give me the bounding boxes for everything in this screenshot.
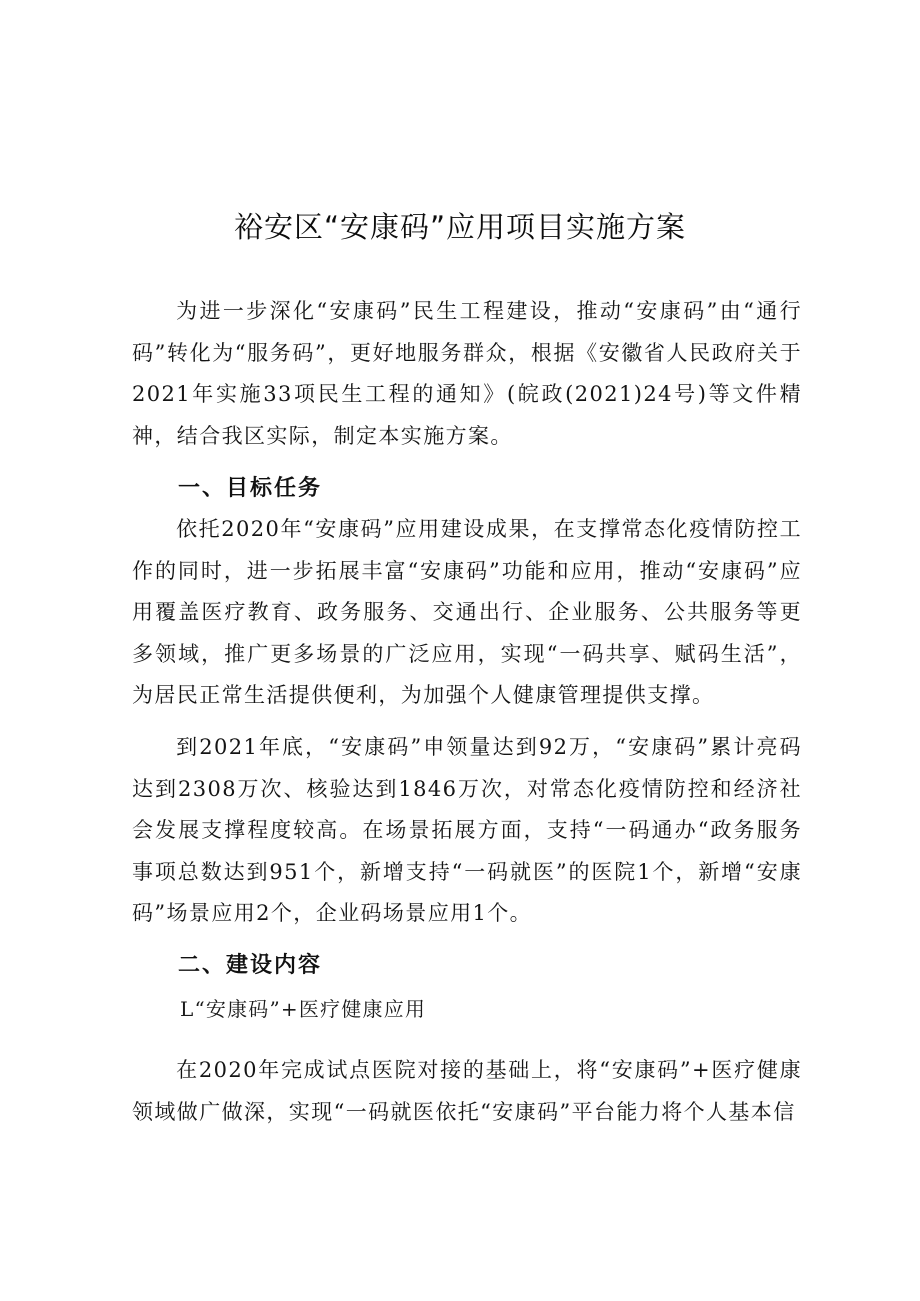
subsection-heading-medical: L“安康码”+医疗健康应用 (180, 997, 427, 1021)
content-paragraph-1: 在2020年完成试点医院对接的基础上，将“安康码”+医疗健康领域做广做深，实现“一码就医依托“安康码”平台能力将个人基本信 (132, 1058, 802, 1124)
document-title: 裕安区“安康码”应用项目实施方案 (233, 210, 687, 244)
section-heading-content: 二、建设内容 (178, 953, 323, 978)
goals-paragraph-2: 到2021年底，“安康码”申领量达到92万，“安康码”累计亮码达到2308万次、核验达到1846万次，对常态化疫情防控和经济社会发展支撑程度较高。在场景拓展方面，支持“一码通办“政务服务事项总数达到951个，新增支持“一码就医”的医院1个，新增“安康码”场景应用2个，企业码场景应用1个。 (132, 735, 802, 925)
goals-paragraph-1: 依托2020年“安康码”应用建设成果，在支撑常态化疫情防控工作的同时，进一步拓展丰富“安康码”功能和应用，推动“安康码”应用覆盖医疗教育、政务服务、交通出行、企业服务、公共服务等更多领域，推广更多场景的广泛应用，实现“一码共享、赋码生活”，为居民正常生活提供便利，为加强个人健康管理提供支撑。 (132, 517, 802, 707)
intro-paragraph: 为进一步深化“安康码”民生工程建设，推动“安康码”由“通行码”转化为“服务码”，更好地服务群众，根据《安徽省人民政府关于2021年实施33项民生工程的通知》(皖政(2021)24号)等文件精神，结合我区实际，制定本实施方案。 (132, 299, 802, 448)
section-heading-goals: 一、目标任务 (178, 476, 323, 501)
